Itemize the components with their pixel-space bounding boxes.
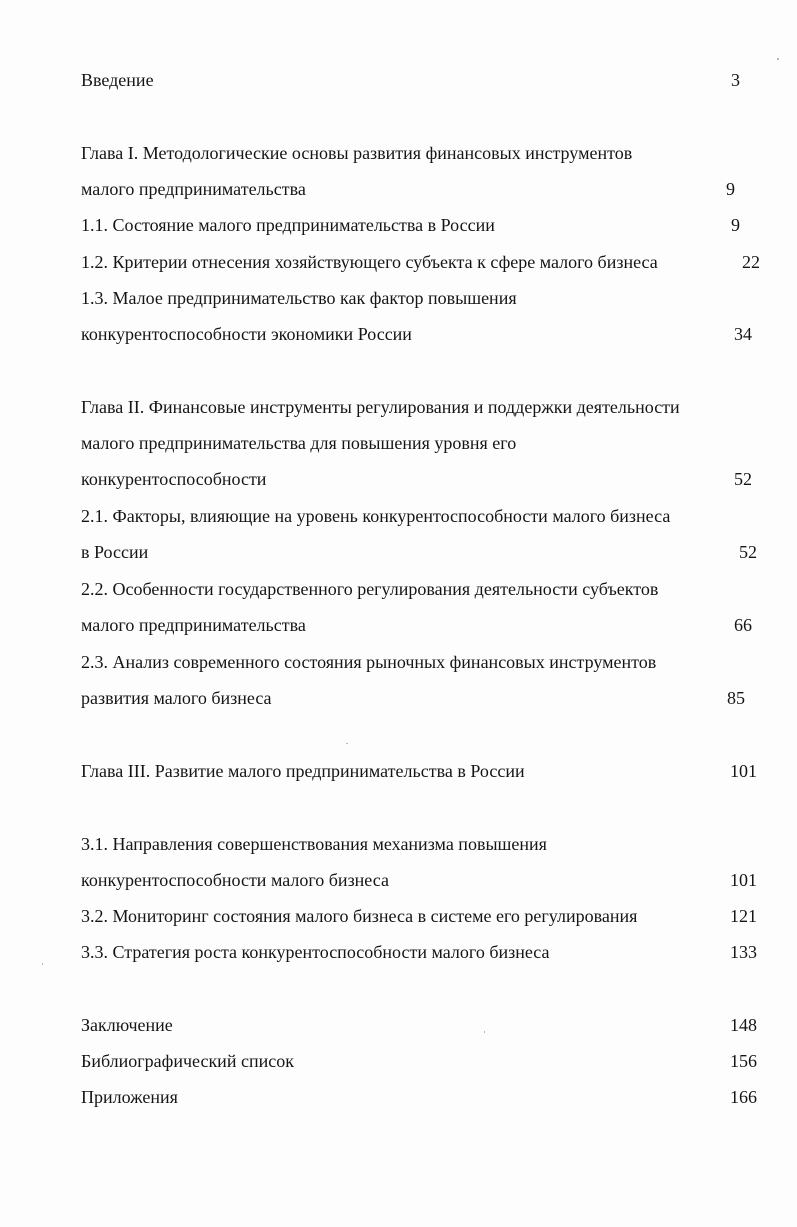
toc-section-3-1-title-line2: конкурентоспособности малого бизнеса bbox=[81, 870, 389, 890]
toc-intro-page: 3 bbox=[731, 70, 740, 90]
toc-section-1-3-title-line1: 1.3. Малое предпринимательство как фактор повышения bbox=[81, 288, 517, 308]
toc-appendices-title: Приложения bbox=[81, 1087, 178, 1107]
toc-section-2-3-page: 85 bbox=[727, 688, 745, 708]
toc-section-1-2-page: 22 bbox=[742, 252, 760, 272]
toc-section-2-1-title-line2: в России bbox=[81, 542, 149, 562]
toc-conclusion-title: Заключение bbox=[81, 1015, 173, 1035]
toc-bibliography-page: 156 bbox=[730, 1051, 757, 1071]
toc-conclusion-page: 148 bbox=[730, 1015, 757, 1035]
toc-chapter3-title: Глава III. Развитие малого предпринимательства в России bbox=[81, 761, 525, 781]
toc-section-1-1-title: 1.1. Состояние малого предпринимательства в России bbox=[81, 215, 495, 235]
toc-chapter1-page: 9 bbox=[726, 179, 735, 199]
toc-section-3-1-page: 101 bbox=[730, 870, 757, 890]
toc-chapter2-page: 52 bbox=[734, 469, 752, 489]
toc-intro-title: Введение bbox=[81, 70, 154, 90]
scan-speck bbox=[42, 963, 43, 965]
toc-chapter2-title-line3: конкурентоспособности bbox=[81, 469, 267, 489]
toc-chapter2-title-line1: Глава II. Финансовые инструменты регулирования и поддержки деятельности bbox=[81, 397, 680, 417]
scan-speck bbox=[484, 1031, 485, 1033]
toc-section-2-3-title-line2: развития малого бизнеса bbox=[81, 688, 272, 708]
toc-bibliography-title: Библиографический список bbox=[81, 1051, 294, 1071]
toc-section-3-3-page: 133 bbox=[730, 942, 757, 962]
toc-section-2-2-title-line2: малого предпринимательства bbox=[81, 615, 306, 635]
toc-section-2-1-title-line1: 2.1. Факторы, влияющие на уровень конкурентоспособности малого бизнеса bbox=[81, 506, 671, 526]
toc-section-2-1-page: 52 bbox=[739, 542, 757, 562]
toc-section-2-3-title-line1: 2.3. Анализ современного состояния рыночных финансовых инструментов bbox=[81, 652, 657, 672]
toc-section-1-2-title: 1.2. Критерии отнесения хозяйствующего субъекта к сфере малого бизнеса bbox=[81, 252, 658, 272]
toc-section-3-3-title: 3.3. Стратегия роста конкурентоспособности малого бизнеса bbox=[81, 942, 550, 962]
toc-section-3-2-title: 3.2. Мониторинг состояния малого бизнеса в системе его регулирования bbox=[81, 906, 638, 926]
toc-section-1-3-page: 34 bbox=[734, 324, 752, 344]
toc-chapter3-page: 101 bbox=[730, 761, 757, 781]
toc-section-1-1-page: 9 bbox=[731, 215, 740, 235]
toc-section-3-1-title-line1: 3.1. Направления совершенствования механизма повышения bbox=[81, 834, 547, 854]
toc-chapter1-title-line1: Глава I. Методологические основы развития финансовых инструментов bbox=[81, 143, 633, 163]
scan-speck bbox=[346, 743, 348, 744]
scan-speck bbox=[777, 58, 779, 60]
toc-appendices-page: 166 bbox=[730, 1087, 757, 1107]
toc-chapter2-title-line2: малого предпринимательства для повышения уровня его bbox=[81, 433, 517, 453]
toc-section-3-2-page: 121 bbox=[730, 906, 757, 926]
toc-chapter1-title-line2: малого предпринимательства bbox=[81, 179, 306, 199]
toc-section-2-2-page: 66 bbox=[734, 615, 752, 635]
toc-section-1-3-title-line2: конкурентоспособности экономики России bbox=[81, 324, 412, 344]
toc-section-2-2-title-line1: 2.2. Особенности государственного регулирования деятельности субъектов bbox=[81, 579, 659, 599]
